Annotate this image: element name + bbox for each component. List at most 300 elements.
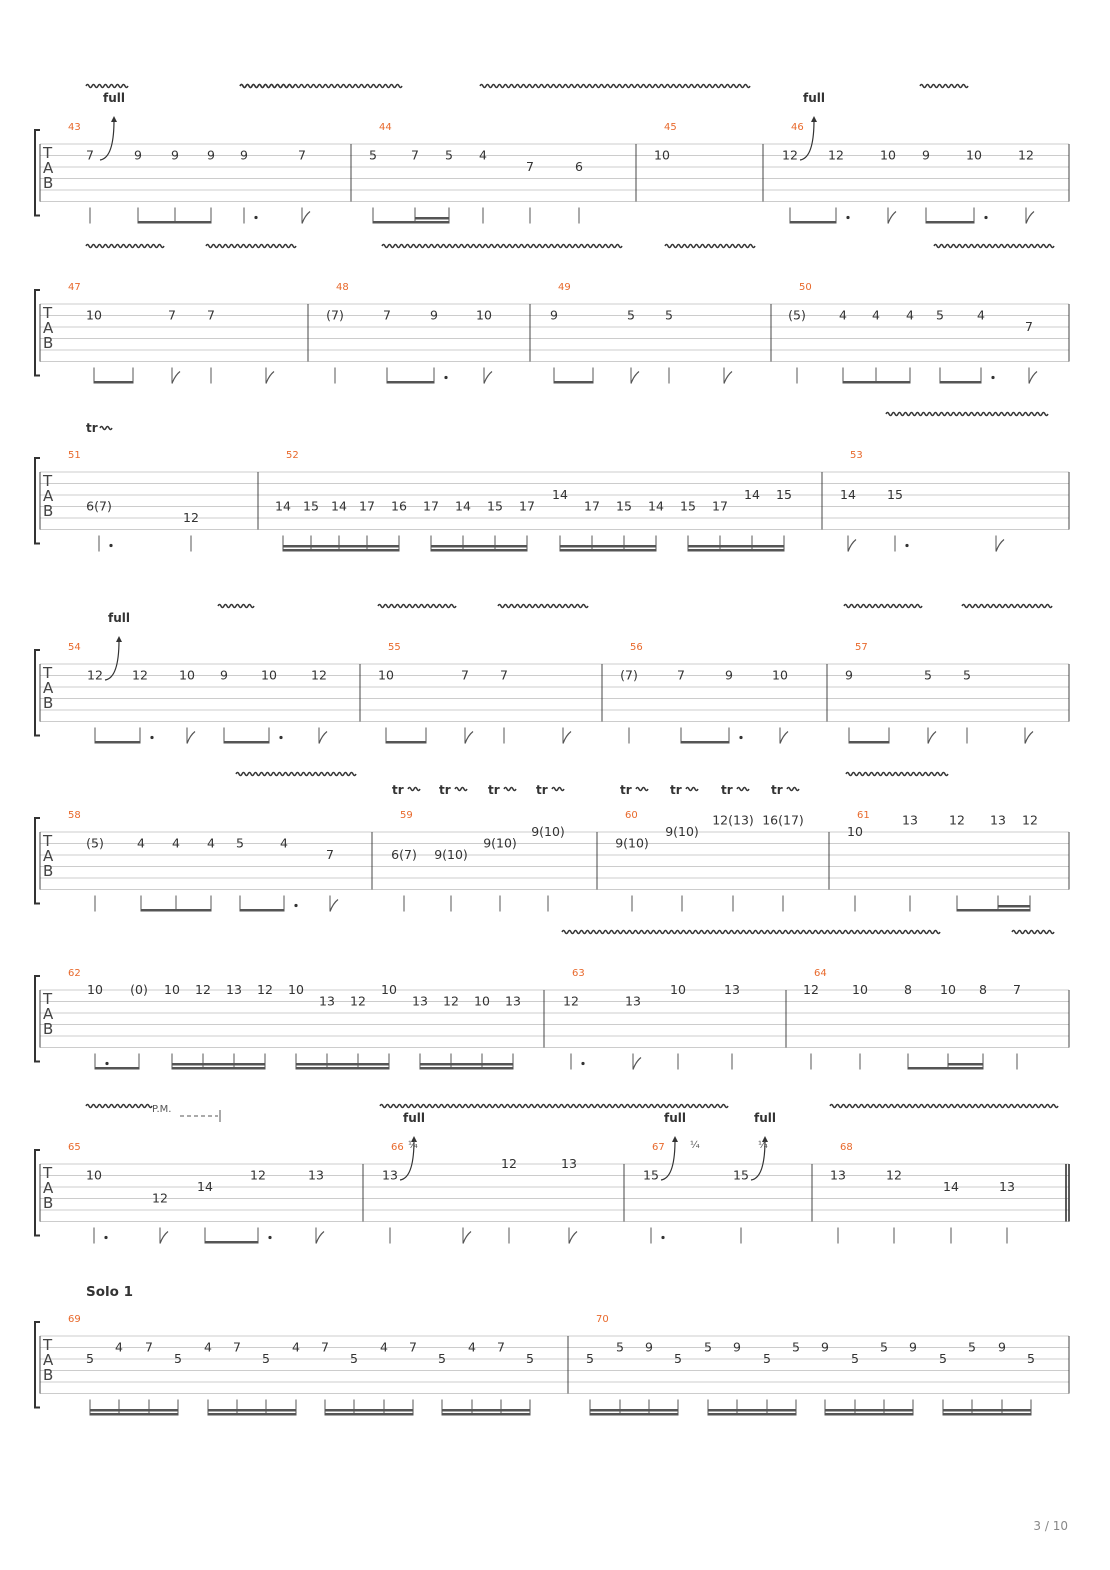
- measure-number: 46: [791, 122, 804, 133]
- vibrato-mark: [240, 85, 402, 88]
- fret-number: 7: [526, 159, 534, 174]
- tab-letter: T: [43, 1336, 53, 1354]
- fret-number: 9: [134, 147, 142, 163]
- fret-number: 10: [381, 982, 397, 997]
- fret-number: 5: [627, 307, 635, 323]
- fret-number: 7: [1013, 982, 1021, 997]
- fret-number: 13: [412, 993, 428, 1009]
- fret-number: 15: [616, 498, 632, 514]
- note-beam: [681, 741, 729, 744]
- note-beam: [138, 221, 211, 224]
- fret-number: 10: [261, 667, 277, 683]
- note-beam: [790, 221, 836, 224]
- vibrato-mark: [498, 605, 588, 608]
- tab-letter: A: [43, 1179, 54, 1197]
- tab-letter: A: [43, 847, 54, 865]
- bend-label: full: [754, 1111, 776, 1125]
- measure-number: 45: [664, 122, 677, 133]
- fret-number: 15: [887, 487, 903, 502]
- fret-number: 13: [830, 1167, 846, 1183]
- fret-number: 4: [207, 835, 215, 851]
- note-flag: [172, 372, 180, 384]
- section-label: Solo 1: [86, 1284, 133, 1300]
- fret-number: 7: [168, 307, 176, 323]
- fret-number: 5: [763, 1351, 771, 1366]
- fret-number: 10: [86, 1167, 102, 1183]
- fret-number: 13: [561, 1156, 577, 1171]
- bend-quarter-label: ¼: [758, 1140, 768, 1151]
- note-flag: [928, 732, 936, 744]
- note-beam: [908, 1067, 983, 1070]
- measure-number: 59: [400, 810, 413, 821]
- note-beam-16th: [998, 905, 1030, 908]
- tab-letter: B: [43, 1194, 54, 1212]
- fret-number: 9: [171, 147, 179, 163]
- fret-number: 14: [943, 1179, 959, 1194]
- rhythm-dot: [846, 216, 849, 219]
- tab-letter: B: [43, 1366, 54, 1384]
- note-flag: [780, 732, 788, 744]
- fret-number: 12(13): [712, 812, 754, 828]
- note-flag: [569, 1232, 577, 1244]
- fret-number: 10: [86, 307, 102, 323]
- fret-number: 10: [880, 147, 896, 163]
- fret-number: 12: [563, 993, 579, 1009]
- note-flag: [996, 540, 1004, 552]
- fret-number: 5: [438, 1351, 446, 1366]
- fret-number: 17: [519, 498, 535, 514]
- fret-number: 9(10): [665, 824, 699, 839]
- fret-number: 10: [940, 982, 956, 997]
- fret-number: 5: [674, 1351, 682, 1366]
- measure-number: 43: [68, 122, 81, 133]
- fret-number: 7: [1025, 319, 1033, 334]
- vibrato-mark: [934, 245, 1054, 248]
- fret-number: 9: [845, 667, 853, 683]
- fret-number: 12: [1022, 812, 1038, 828]
- tab-letter: T: [43, 144, 53, 162]
- note-flag: [160, 1232, 168, 1244]
- bend-arrow: [111, 116, 117, 122]
- fret-number: 4: [906, 307, 914, 323]
- fret-number: 5: [445, 147, 453, 163]
- fret-number: 14: [275, 498, 291, 514]
- fret-number: 15: [680, 498, 696, 514]
- fret-number: 5: [616, 1339, 624, 1355]
- fret-number: 4: [872, 307, 880, 323]
- vibrato-mark: [1012, 931, 1054, 934]
- note-flag: [848, 540, 856, 552]
- note-beam: [208, 1413, 296, 1416]
- fret-number: 10: [164, 982, 180, 997]
- fret-number: 4: [172, 835, 180, 851]
- fret-number: 9: [550, 307, 558, 323]
- fret-number: 9: [909, 1339, 917, 1355]
- vibrato-mark: [206, 245, 296, 248]
- note-flag: [1026, 212, 1034, 224]
- note-flag: [465, 732, 473, 744]
- measure-number: 68: [840, 1142, 853, 1153]
- fret-number: 12: [311, 667, 327, 683]
- fret-number: 5: [262, 1351, 270, 1366]
- fret-number: 4: [468, 1339, 476, 1355]
- bend-label: full: [108, 611, 130, 625]
- measure-number: 56: [630, 642, 643, 653]
- fret-number: 4: [280, 835, 288, 851]
- tab-letter: A: [43, 1351, 54, 1369]
- fret-number: 7: [461, 667, 469, 683]
- fret-number: 12: [195, 982, 211, 997]
- fret-number: 4: [380, 1339, 388, 1355]
- fret-number: 13: [319, 993, 335, 1009]
- note-flag: [319, 732, 327, 744]
- note-beam: [940, 381, 981, 384]
- rhythm-dot: [905, 544, 908, 547]
- note-flag: [888, 212, 896, 224]
- measure-number: 53: [850, 450, 863, 461]
- fret-number: 17: [359, 498, 375, 514]
- fret-number: 7: [207, 307, 215, 323]
- vibrato-mark: [86, 245, 164, 248]
- fret-number: 14: [744, 487, 760, 502]
- note-beam: [420, 1067, 513, 1070]
- fret-number: 7: [383, 307, 391, 323]
- tab-system-4: [35, 611, 1069, 744]
- fret-number: 10: [476, 307, 492, 323]
- note-beam-16th: [708, 1409, 796, 1412]
- note-beam-16th: [296, 1063, 389, 1066]
- measure-number: 60: [625, 810, 638, 821]
- note-beam: [95, 1067, 139, 1070]
- measure-number: 57: [855, 642, 868, 653]
- vibrato-mark: [920, 85, 968, 88]
- fret-number: 14: [840, 487, 856, 502]
- fret-number: 5: [665, 307, 673, 323]
- fret-number: 12: [132, 667, 148, 683]
- fret-number: 12: [1018, 147, 1034, 163]
- fret-number: 14: [648, 498, 664, 514]
- note-flag: [633, 1058, 641, 1070]
- note-beam: [387, 381, 434, 384]
- system-bracket: [35, 976, 40, 1062]
- measure-number: 66: [391, 1142, 404, 1153]
- fret-number: 15: [643, 1167, 659, 1183]
- fret-number: 12: [782, 147, 798, 163]
- note-beam-16th: [172, 1063, 265, 1066]
- measure-number: 48: [336, 282, 349, 293]
- trill-wave: [552, 788, 564, 791]
- vibrato-mark: [846, 773, 948, 776]
- fret-number: 10: [87, 982, 103, 997]
- fret-number: 9: [922, 147, 930, 163]
- note-beam: [825, 1413, 913, 1416]
- fret-number: 7: [497, 1339, 505, 1355]
- fret-number: 12: [828, 147, 844, 163]
- fret-number: 5: [350, 1351, 358, 1366]
- fret-number: 10: [966, 147, 982, 163]
- fret-number: 13: [902, 812, 918, 828]
- fret-number: 13: [724, 982, 740, 997]
- fret-number: 17: [712, 498, 728, 514]
- fret-number: 5: [968, 1339, 976, 1355]
- fret-number: 16(17): [762, 812, 804, 828]
- fret-number: 15: [776, 487, 792, 502]
- note-flag: [631, 372, 639, 384]
- rhythm-dot: [581, 1062, 584, 1065]
- note-beam-16th: [208, 1409, 296, 1412]
- tab-letter: T: [43, 990, 53, 1008]
- fret-number: 12: [87, 667, 103, 683]
- fret-number: 13: [505, 993, 521, 1009]
- fret-number: 8: [979, 982, 987, 997]
- rhythm-dot: [991, 376, 994, 379]
- trill-label: tr: [620, 783, 632, 797]
- vibrato-mark: [962, 605, 1052, 608]
- fret-number: 5: [936, 307, 944, 323]
- note-flag: [1025, 732, 1033, 744]
- note-beam: [849, 741, 889, 744]
- note-beam: [240, 909, 284, 912]
- rhythm-dot: [661, 1236, 664, 1239]
- vibrato-mark: [886, 413, 1048, 416]
- note-beam: [95, 741, 140, 744]
- fret-number: 10: [670, 982, 686, 997]
- note-beam: [296, 1067, 389, 1070]
- fret-number: 9: [725, 667, 733, 683]
- measure-number: 63: [572, 968, 585, 979]
- note-beam: [224, 741, 269, 744]
- fret-number: 8: [904, 982, 912, 997]
- vibrato-mark: [562, 931, 940, 934]
- fret-number: 4: [977, 307, 985, 323]
- tab-letter: A: [43, 159, 54, 177]
- note-flag: [1029, 372, 1037, 384]
- rhythm-dot: [105, 1062, 108, 1065]
- trill-wave: [686, 788, 698, 791]
- fret-number: 6(7): [86, 498, 112, 514]
- trill-wave: [504, 788, 516, 791]
- fret-number: 7: [411, 147, 419, 163]
- fret-number: 13: [382, 1167, 398, 1183]
- fret-number: 9: [220, 667, 228, 683]
- fret-number: 9: [645, 1339, 653, 1355]
- note-beam: [442, 1413, 530, 1416]
- fret-number: 15: [733, 1167, 749, 1183]
- fret-number: 12: [350, 993, 366, 1009]
- trill-label: tr: [771, 783, 783, 797]
- bend-quarter-label: ¼: [408, 1140, 418, 1151]
- fret-number: 5: [792, 1339, 800, 1355]
- fret-number: 12: [183, 510, 199, 525]
- palm-mute-label: P.M.: [152, 1104, 172, 1115]
- measure-number: 50: [799, 282, 812, 293]
- fret-number: 10: [378, 667, 394, 683]
- fret-number: 4: [137, 835, 145, 851]
- fret-number: 12: [250, 1167, 266, 1183]
- fret-number: 9: [207, 147, 215, 163]
- system-bracket: [35, 290, 40, 376]
- measure-number: 65: [68, 1142, 81, 1153]
- vibrato-mark: [86, 85, 128, 88]
- note-beam-16th: [943, 1409, 1031, 1412]
- fret-number: 14: [197, 1179, 213, 1194]
- system-bracket: [35, 458, 40, 544]
- bend-arrow: [116, 636, 122, 642]
- note-beam-16th: [420, 1063, 513, 1066]
- note-flag: [302, 212, 310, 224]
- fret-number: 5: [369, 147, 377, 163]
- fret-number: 9(10): [483, 835, 517, 851]
- note-beam: [708, 1413, 796, 1416]
- note-beam-16th: [825, 1409, 913, 1412]
- fret-number: 9: [733, 1339, 741, 1355]
- fret-number: 7: [145, 1339, 153, 1355]
- vibrato-mark: [382, 245, 622, 248]
- measure-number: 44: [379, 122, 392, 133]
- fret-number: (5): [86, 835, 104, 851]
- rhythm-dot: [984, 216, 987, 219]
- fret-number: 7: [233, 1339, 241, 1355]
- trill-wave: [100, 427, 112, 430]
- trill-label: tr: [670, 783, 682, 797]
- note-flag: [724, 372, 732, 384]
- fret-number: 12: [152, 1190, 168, 1206]
- note-flag: [463, 1232, 471, 1244]
- tab-letter: B: [43, 334, 54, 352]
- trill-label: tr: [721, 783, 733, 797]
- trill-wave: [636, 788, 648, 791]
- tab-letter: A: [43, 487, 54, 505]
- note-beam-16th: [431, 545, 527, 548]
- fret-number: 5: [851, 1351, 859, 1366]
- tab-letter: T: [43, 472, 53, 490]
- trill-label: tr: [439, 783, 451, 797]
- page-number: 3 / 10: [1033, 1519, 1068, 1533]
- vibrato-mark: [86, 1105, 152, 1108]
- tab-letter: A: [43, 679, 54, 697]
- fret-number: 7: [677, 667, 685, 683]
- fret-number: 4: [479, 147, 487, 163]
- fret-number: 13: [999, 1179, 1015, 1194]
- measure-number: 54: [68, 642, 81, 653]
- tab-letter: B: [43, 1020, 54, 1038]
- fret-number: 12: [443, 993, 459, 1009]
- fret-number: 4: [839, 307, 847, 323]
- tab-letter: B: [43, 862, 54, 880]
- note-beam: [957, 909, 1030, 912]
- fret-number: 4: [204, 1339, 212, 1355]
- note-beam: [554, 381, 593, 384]
- tab-system-2: [35, 282, 1069, 384]
- fret-number: 13: [226, 982, 242, 997]
- bend-curve: [105, 640, 119, 680]
- note-beam-16th: [90, 1409, 178, 1412]
- bend-label: full: [803, 91, 825, 105]
- fret-number: 17: [423, 498, 439, 514]
- tab-letter: A: [43, 319, 54, 337]
- rhythm-dot: [268, 1236, 271, 1239]
- note-flag: [266, 372, 274, 384]
- measure-number: 61: [857, 810, 870, 821]
- note-beam: [926, 221, 974, 224]
- fret-number: 13: [990, 812, 1006, 828]
- tab-system-3: [35, 450, 1069, 552]
- rhythm-dot: [254, 216, 257, 219]
- note-beam: [172, 1067, 265, 1070]
- note-flag: [187, 732, 195, 744]
- measure-number: 47: [68, 282, 81, 293]
- measure-number: 69: [68, 1314, 81, 1325]
- fret-number: 5: [963, 667, 971, 683]
- fret-number: 12: [949, 812, 965, 828]
- vibrato-mark: [218, 605, 254, 608]
- system-bracket: [35, 130, 40, 216]
- measure-number: 58: [68, 810, 81, 821]
- fret-number: 5: [586, 1351, 594, 1366]
- note-flag: [563, 732, 571, 744]
- fret-number: (7): [326, 307, 344, 323]
- fret-number: 5: [174, 1351, 182, 1366]
- trill-label: tr: [488, 783, 500, 797]
- fret-number: 14: [331, 498, 347, 514]
- vibrato-mark: [665, 245, 755, 248]
- fret-number: 10: [179, 667, 195, 683]
- fret-number: (0): [130, 982, 148, 997]
- tab-letter: T: [43, 664, 53, 682]
- trill-label: tr: [86, 421, 98, 435]
- measure-number: 52: [286, 450, 299, 461]
- note-beam: [205, 1241, 258, 1244]
- rhythm-dot: [104, 1236, 107, 1239]
- fret-number: 12: [257, 982, 273, 997]
- trill-label: tr: [392, 783, 404, 797]
- fret-number: 10: [474, 993, 490, 1009]
- bend-curve: [100, 120, 114, 160]
- measure-number: 67: [652, 1142, 665, 1153]
- system-bracket: [35, 818, 40, 904]
- fret-number: 12: [501, 1156, 517, 1171]
- bend-quarter-label: ¼: [690, 1140, 700, 1151]
- fret-number: 9: [430, 307, 438, 323]
- note-flag: [484, 372, 492, 384]
- tab-letter: T: [43, 304, 53, 322]
- fret-number: 6(7): [391, 847, 417, 862]
- fret-number: 7: [326, 847, 334, 862]
- note-beam: [688, 549, 784, 552]
- rhythm-dot: [739, 736, 742, 739]
- note-beam-16th: [590, 1409, 678, 1412]
- bend-label: full: [664, 1111, 686, 1125]
- trill-wave: [455, 788, 467, 791]
- fret-number: 9: [821, 1339, 829, 1355]
- note-beam: [373, 221, 449, 224]
- fret-number: 9: [240, 147, 248, 163]
- measure-number: 55: [388, 642, 401, 653]
- tab-letter: A: [43, 1005, 54, 1023]
- note-beam: [843, 381, 910, 384]
- vibrato-mark: [480, 85, 750, 88]
- measure-number: 51: [68, 450, 81, 461]
- vibrato-mark: [380, 1105, 728, 1108]
- fret-number: 14: [455, 498, 471, 514]
- fret-number: 9: [998, 1339, 1006, 1355]
- tab-system-8: [35, 1314, 1069, 1416]
- note-flag: [330, 900, 338, 912]
- note-beam: [943, 1413, 1031, 1416]
- fret-number: 5: [236, 835, 244, 851]
- system-bracket: [35, 1150, 40, 1236]
- tab-system-7: [35, 1111, 1069, 1244]
